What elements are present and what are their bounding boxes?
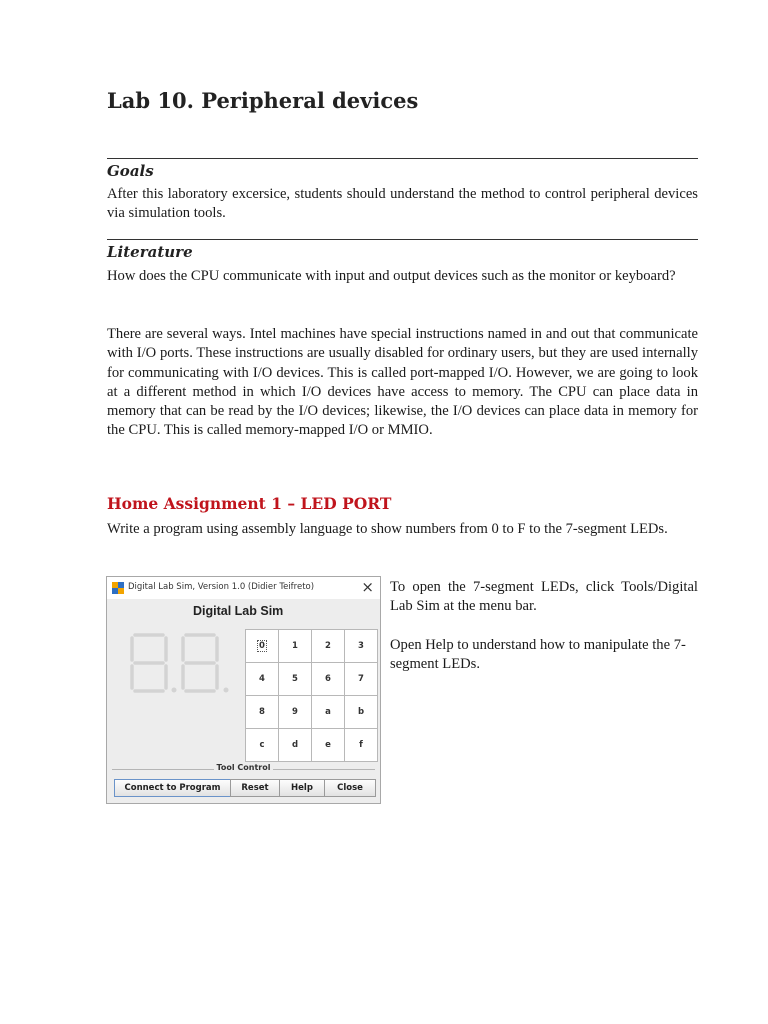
tool-control-label: Tool Control xyxy=(214,763,274,772)
key-5[interactable]: 5 xyxy=(279,663,312,696)
decimal-point-1 xyxy=(172,688,177,693)
key-6[interactable]: 6 xyxy=(312,663,345,696)
assignment-text: Write a program using assembly language to show numbers from 0 to F to the 7-segment LEDs. xyxy=(107,521,668,537)
assignment-side-paragraph-1: To open the 7-segment LEDs, click Tools/Digital Lab Sim at the menu bar. xyxy=(390,579,698,615)
goals-section-header xyxy=(107,158,698,180)
literature-section-header xyxy=(107,239,698,261)
key-1[interactable]: 1 xyxy=(279,630,312,663)
seven-segment-display xyxy=(129,632,233,694)
page-title: Lab 10. Peripheral devices xyxy=(107,88,419,113)
key-8[interactable]: 8 xyxy=(246,696,279,729)
key-e[interactable]: e xyxy=(312,729,345,762)
literature-paragraph-2: There are several ways. Intel machines have special instructions named in and out that communicate with I/O ports. These instructions are usually disabled for ordinary users, but they are used internally for communicating with I/O devices. This is called port-mapped I/O. However, we are going to look at a different method in which I/O devices have access to memory. The CPU can place data in memory that can be read by the I/O devices; likewise, the I/O devices can place data in memory for the CPU. This is called memory-mapped I/O or MMIO. xyxy=(107,326,698,439)
close-button[interactable]: Close xyxy=(324,779,376,797)
key-0[interactable]: 0 xyxy=(246,630,279,663)
key-a[interactable]: a xyxy=(312,696,345,729)
key-3[interactable]: 3 xyxy=(345,630,378,663)
window-titlebar xyxy=(107,577,380,599)
key-9[interactable]: 9 xyxy=(279,696,312,729)
goals-text: After this laboratory excersice, students should understand the method to control peripheral devices via simulation tools. xyxy=(107,186,698,222)
key-b[interactable]: b xyxy=(345,696,378,729)
assignment-heading: Home Assignment 1 – LED PORT xyxy=(107,494,392,513)
connect-to-program-button[interactable]: Connect to Program xyxy=(114,779,231,797)
decimal-point-2 xyxy=(224,688,229,693)
key-7[interactable]: 7 xyxy=(345,663,378,696)
sim-panel-title: Digital Lab Sim xyxy=(193,604,284,618)
key-d[interactable]: d xyxy=(279,729,312,762)
hex-keypad xyxy=(245,629,378,762)
assignment-side-paragraph-2: Open Help to understand how to manipulate the 7-segment LEDs. xyxy=(390,637,686,673)
key-f[interactable]: f xyxy=(345,729,378,762)
key-c[interactable]: c xyxy=(246,729,279,762)
digital-lab-sim-window xyxy=(106,576,381,804)
literature-heading: Literature xyxy=(107,243,193,261)
reset-button[interactable]: Reset xyxy=(230,779,280,797)
goals-heading: Goals xyxy=(107,162,154,180)
window-title: Digital Lab Sim, Version 1.0 (Didier Teifreto) xyxy=(128,582,315,592)
key-4[interactable]: 4 xyxy=(246,663,279,696)
seven-segment-digit-2 xyxy=(183,635,217,691)
key-2[interactable]: 2 xyxy=(312,630,345,663)
literature-paragraph-1: How does the CPU communicate with input and output devices such as the monitor or keyboard? xyxy=(107,268,676,284)
app-logo-icon xyxy=(112,582,124,594)
help-button[interactable]: Help xyxy=(279,779,325,797)
window-close-icon[interactable]: × xyxy=(361,578,374,596)
tool-control-buttons xyxy=(114,779,375,797)
seven-segment-digit-1 xyxy=(132,635,166,691)
tool-control-group xyxy=(112,763,375,800)
